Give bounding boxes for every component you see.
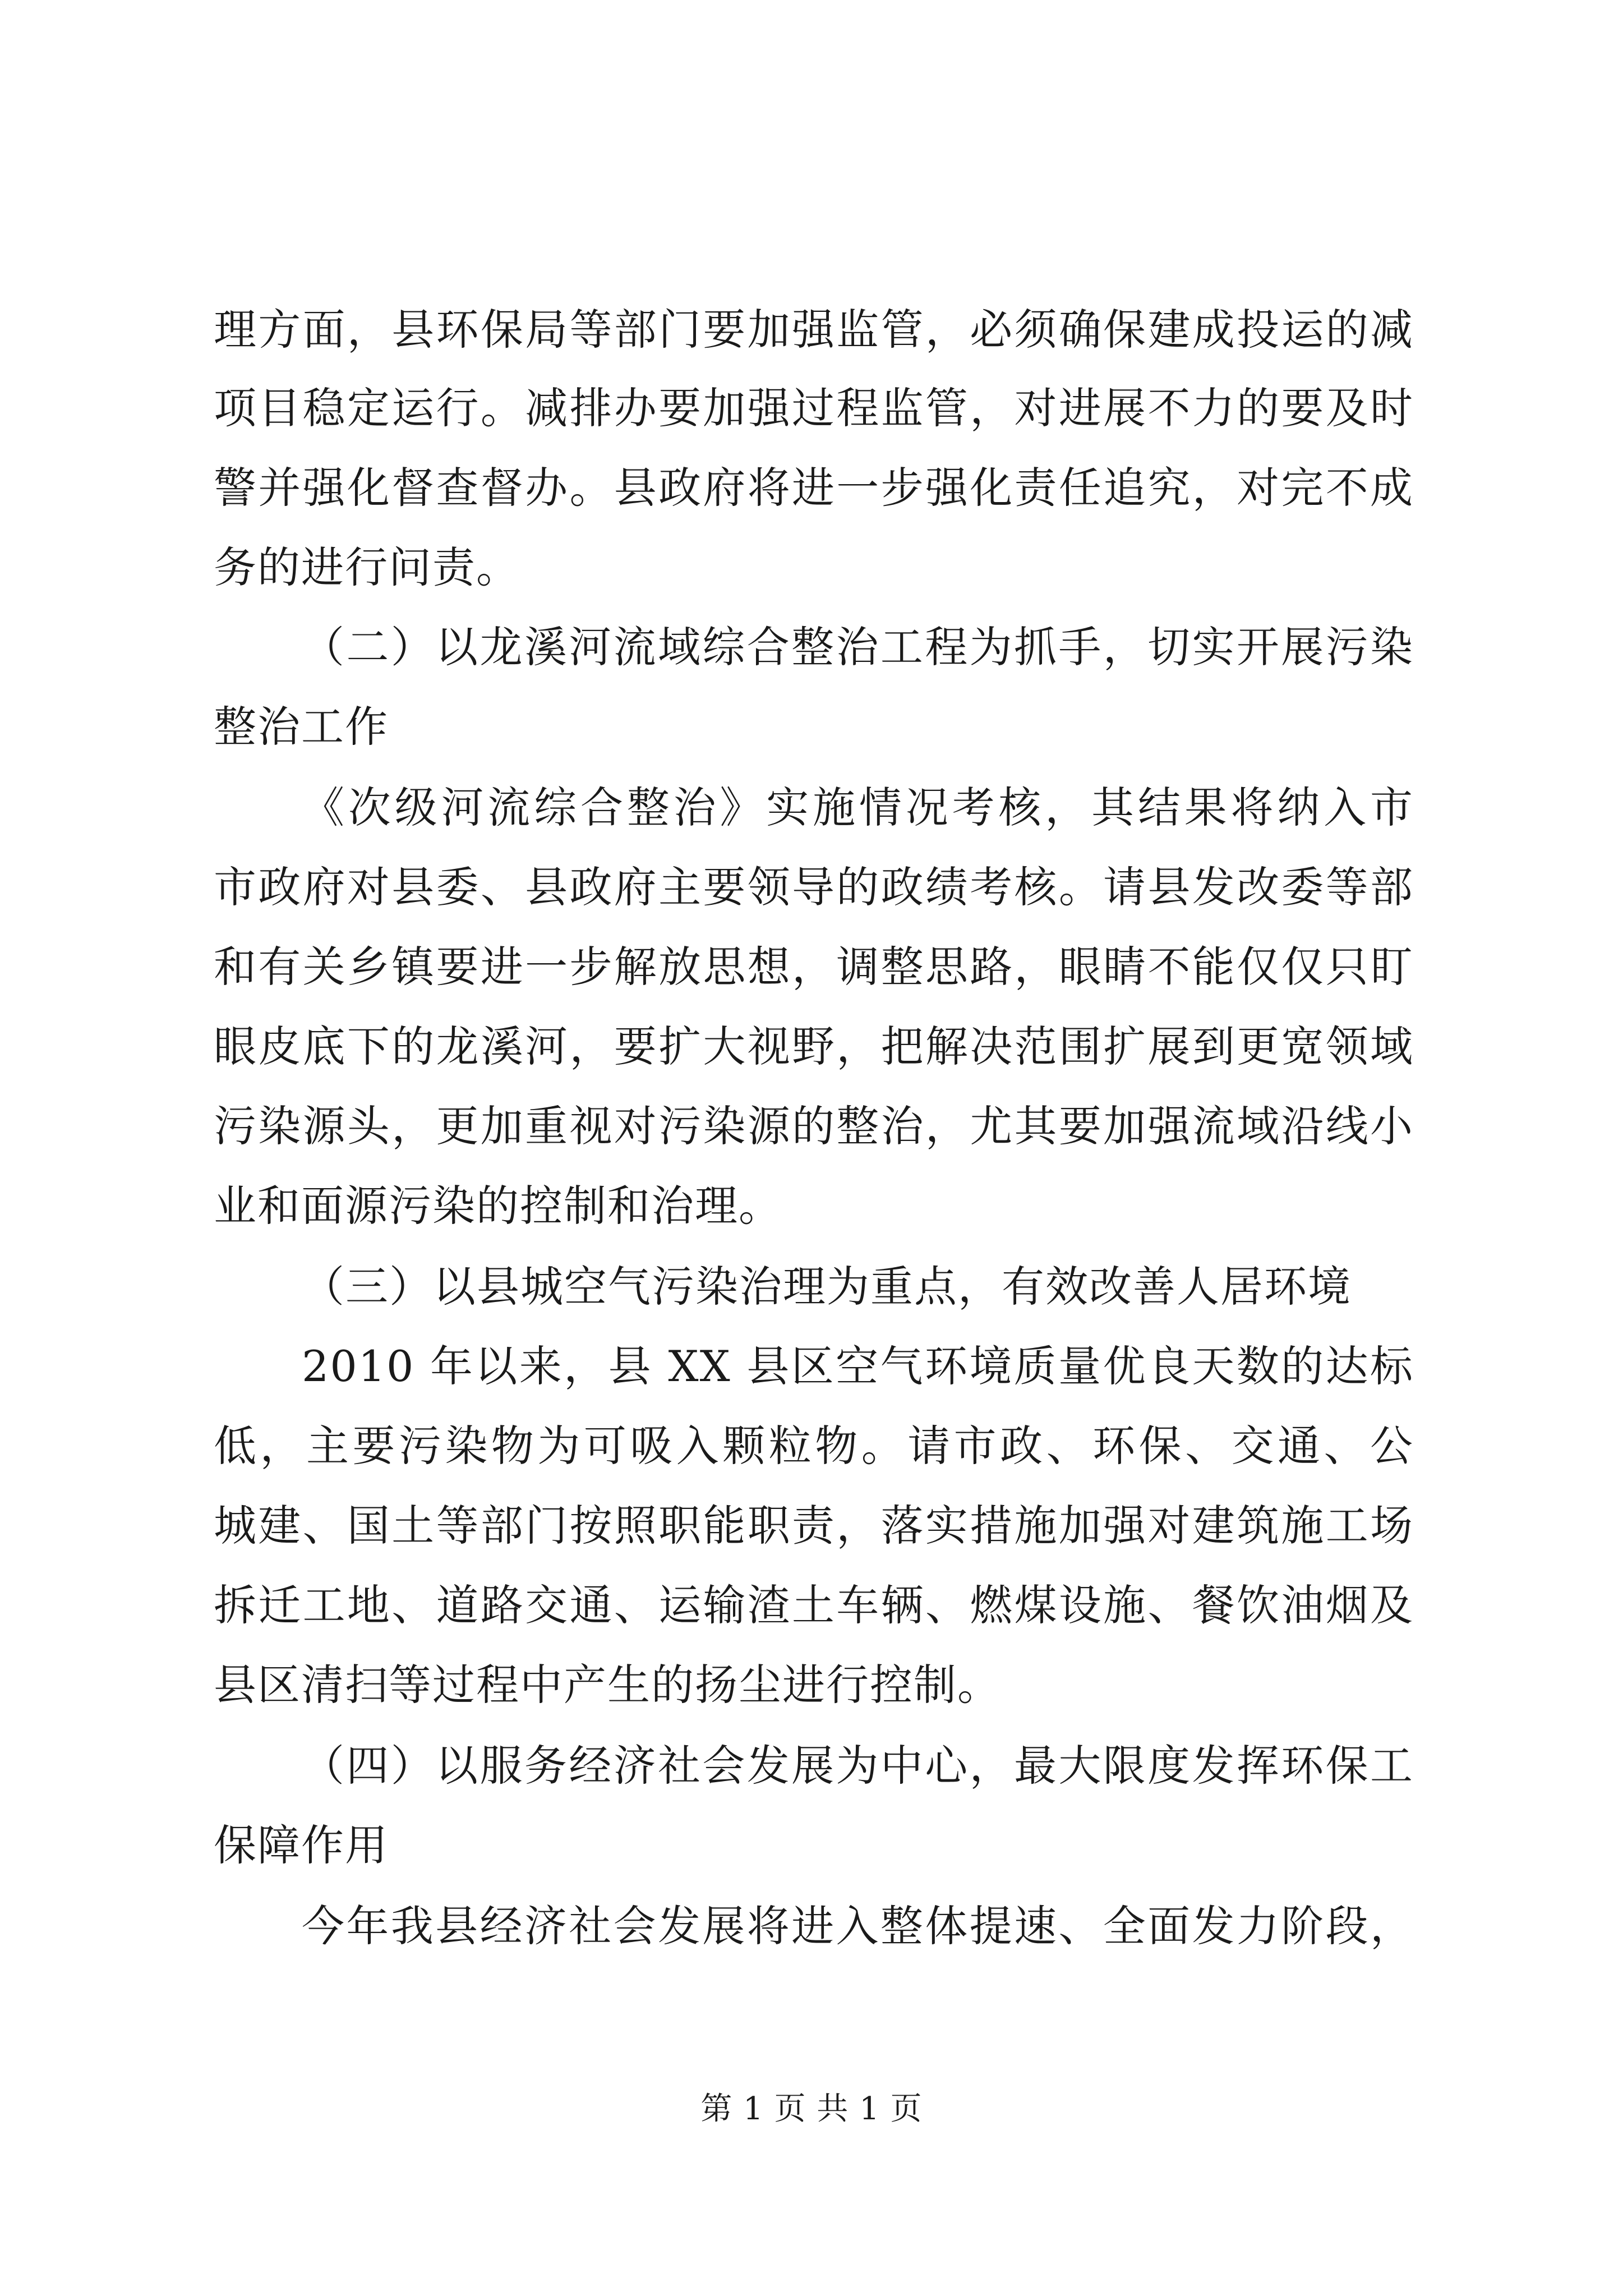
text-line: 项目稳定运行。减排办要加强过程监管，对进展不力的要及时 [214, 383, 1414, 433]
section-heading: 保障作用 [214, 1820, 389, 1870]
text-line: 眼皮底下的龙溪河，要扩大视野，把解决范围扩展到更宽领域 [214, 1022, 1414, 1071]
text-line: 《次级河流综合整治》实施情况考核，其结果将纳入市 [302, 783, 1414, 832]
text-line: 城建、国土等部门按照职能职责，落实措施加强对建筑施工场 [214, 1501, 1414, 1550]
text-line: 污染源头，更加重视对污染源的整治，尤其要加强流域沿线小 [214, 1101, 1414, 1151]
text-line: 理方面，县环保局等部门要加强监管，必须确保建成投运的减 [214, 305, 1414, 355]
text-line: 警并强化督查督办。县政府将进一步强化责任追究，对完不成 [214, 463, 1414, 513]
text-line: 今年我县经济社会发展将进入整体提速、全面发力阶段， [302, 1901, 1414, 1951]
text-line: 和有关乡镇要进一步解放思想，调整思路，眼睛不能仅仅只盯 [214, 942, 1414, 992]
text-line: 低，主要污染物为可吸入颗粒物。请市政、环保、交通、公 [214, 1421, 1414, 1471]
text-line: 业和面源污染的控制和治理。 [214, 1181, 782, 1231]
section-heading: （三）以县城空气污染治理为重点，有效改善人居环境 [302, 1262, 1352, 1312]
text-line: 市政府对县委、县政府主要领导的政绩考核。请县发改委等部 [214, 862, 1414, 912]
section-heading: （二）以龙溪河流域综合整治工程为抓手，切实开展污染 [302, 622, 1414, 672]
text-line: 县区清扫等过程中产生的扬尘进行控制。 [214, 1660, 1001, 1710]
page-footer: 第 1 页 共 1 页 [700, 2091, 923, 2127]
section-heading: （四）以服务经济社会发展为中心，最大限度发挥环保工 [302, 1741, 1414, 1791]
text-line: 务的进行问责。 [214, 542, 520, 592]
text-line: 2010 年以来，县 XX 县区空气环境质量优良天数的达标 [302, 1341, 1414, 1391]
section-heading: 整治工作 [214, 702, 389, 752]
text-line: 拆迁工地、道路交通、运输渣土车辆、燃煤设施、餐饮油烟及 [214, 1580, 1414, 1630]
